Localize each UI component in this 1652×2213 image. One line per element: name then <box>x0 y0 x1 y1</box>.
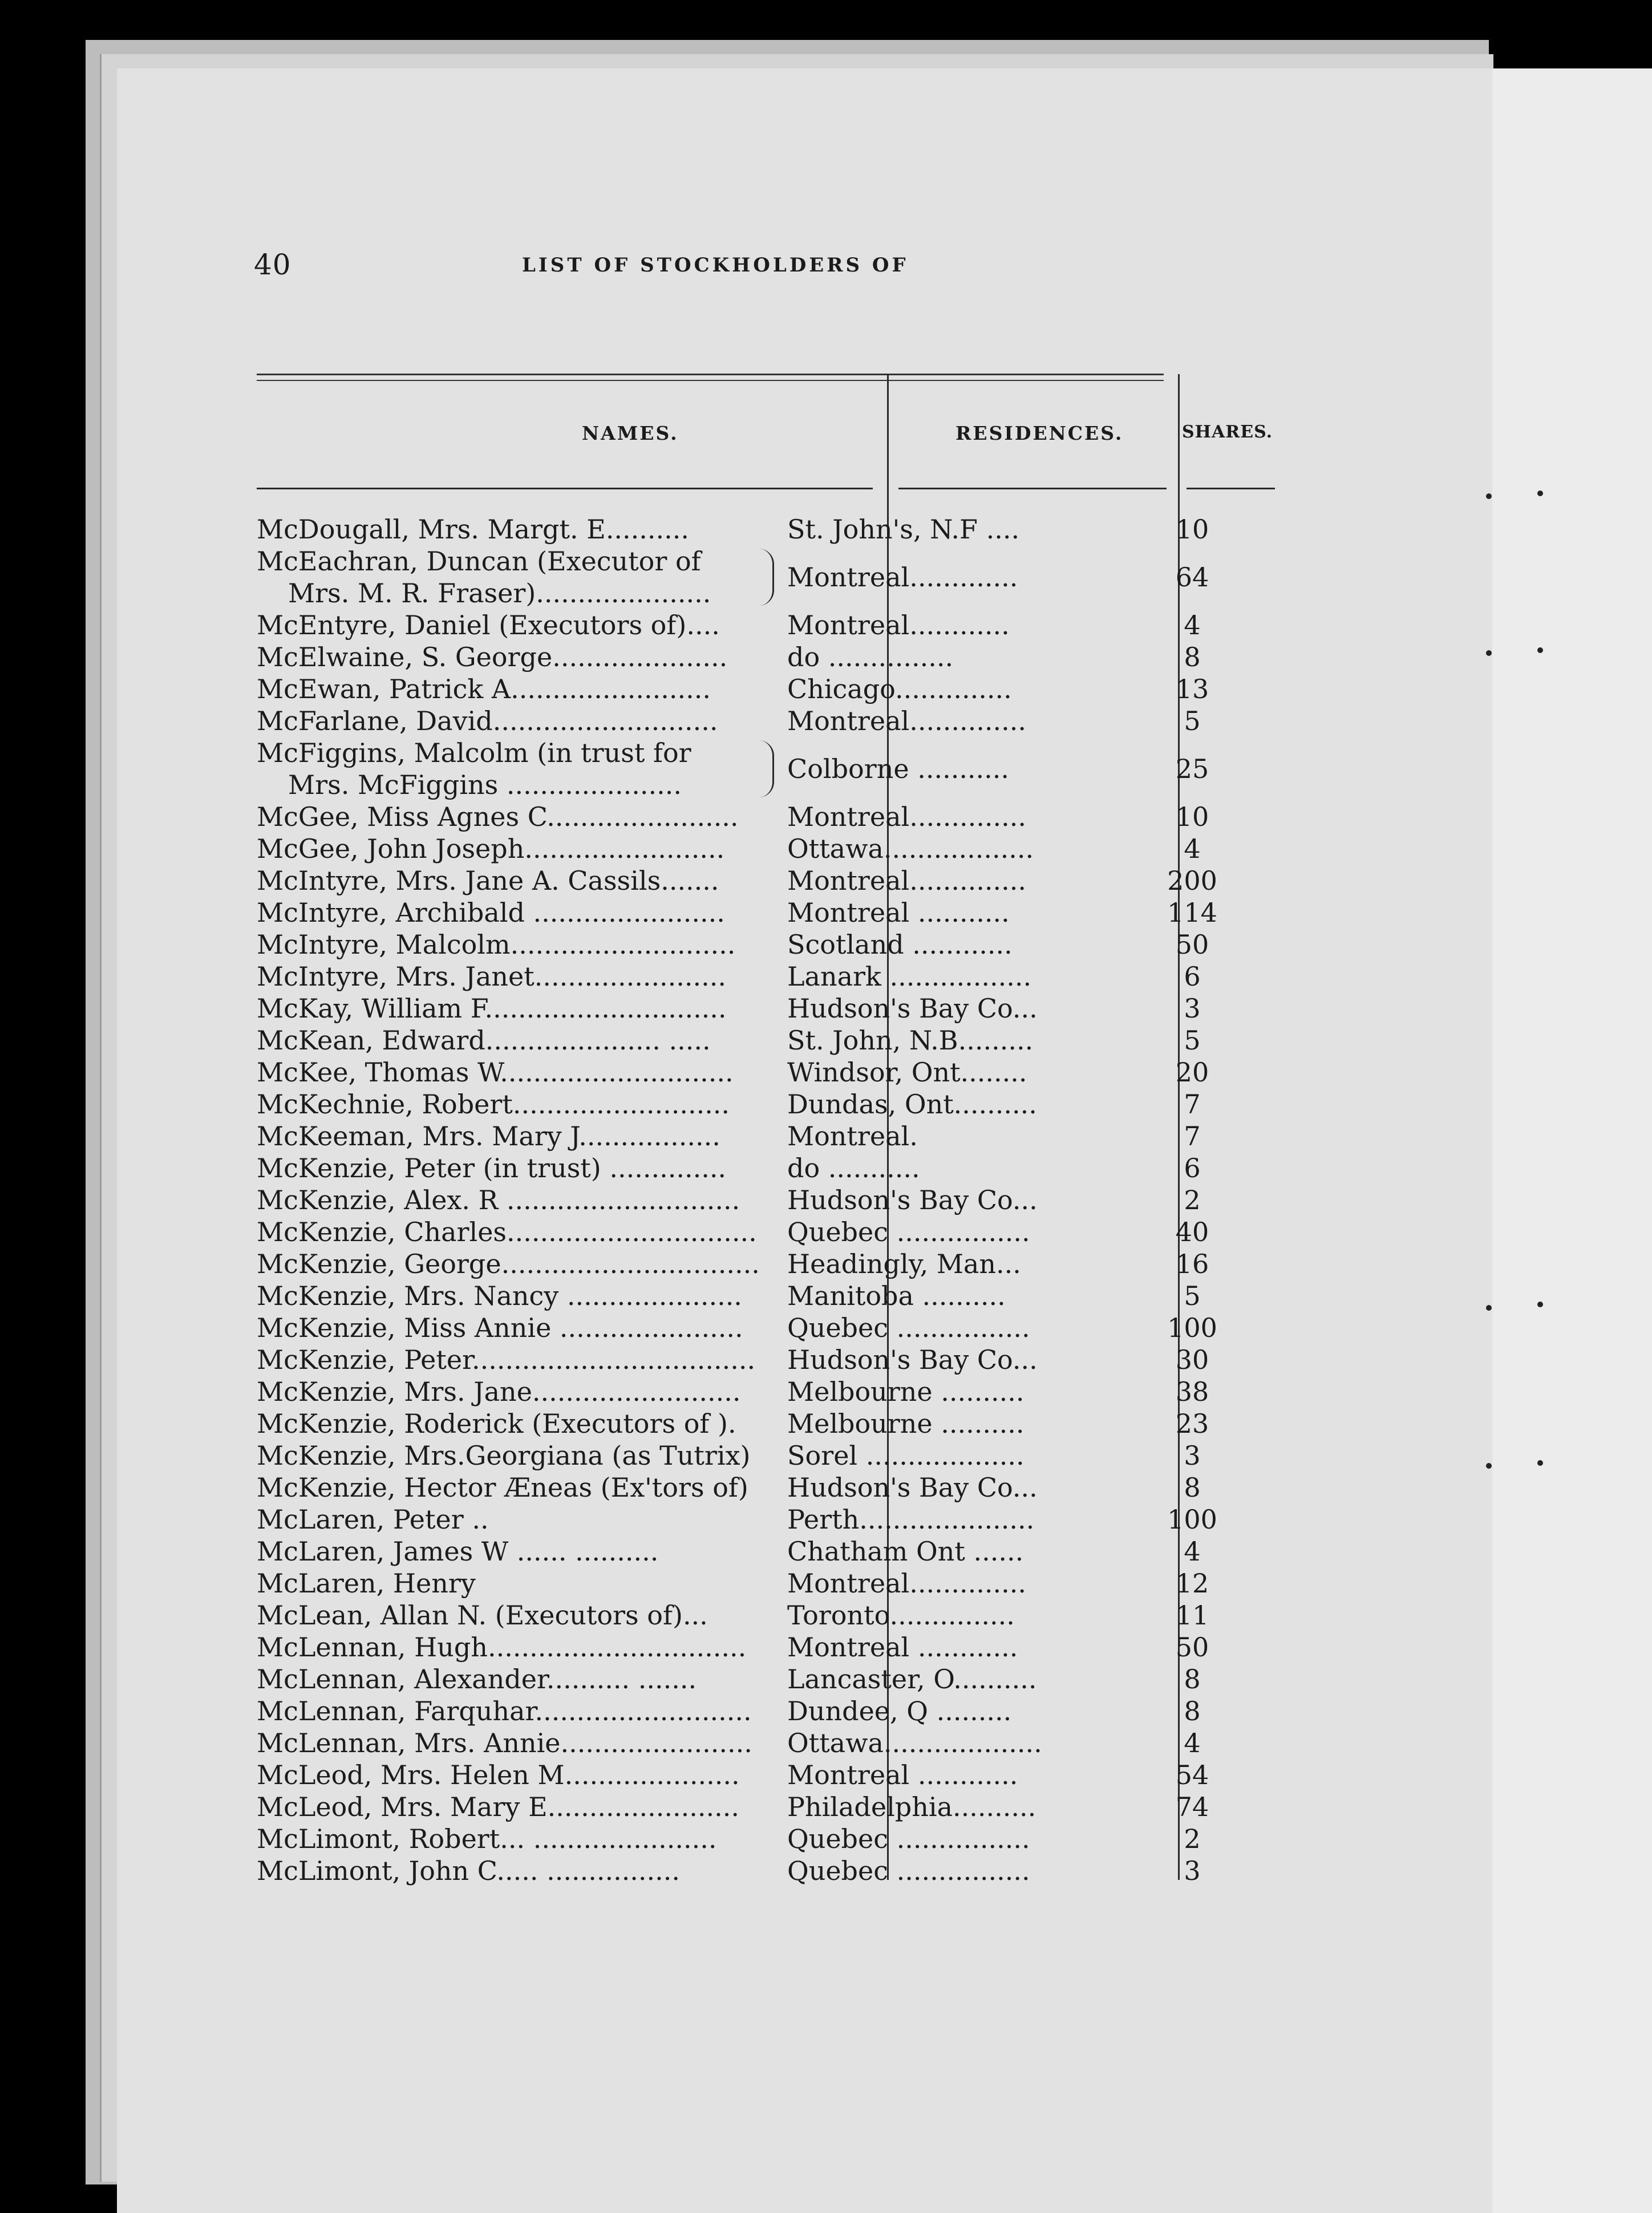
table-row <box>251 1088 1278 1120</box>
residence: Scotland ............ <box>787 929 1013 960</box>
residence: Ottawa................... <box>787 1728 1042 1758</box>
stockholder-name-line: McLaren, Peter .. <box>257 1504 489 1535</box>
table-row <box>251 1344 1278 1376</box>
table-row <box>251 545 1278 609</box>
stockholder-name-line: McKenzie, Roderick (Executors of ). <box>257 1408 736 1439</box>
stockholder-name <box>257 1472 764 1503</box>
stockholder-name <box>257 1535 764 1567</box>
stockholder-name-line: McDougall, Mrs. Margt. E.......... <box>257 514 690 545</box>
residences-underline <box>898 488 1167 489</box>
table-row <box>251 1535 1278 1567</box>
table-row <box>251 1440 1278 1472</box>
shares-count: 8 <box>1184 1472 1201 1503</box>
residence: Montreal ............ <box>787 1760 1018 1790</box>
shares-count: 25 <box>1175 753 1209 784</box>
stockholder-name <box>257 897 764 929</box>
stockholder-name-line: McEachran, Duncan (Executor of <box>257 546 701 577</box>
table-row <box>251 1503 1278 1535</box>
residence: Windsor, Ont........ <box>787 1057 1027 1088</box>
stockholder-name <box>257 609 764 641</box>
residence: Montreal............. <box>787 562 1018 593</box>
residence: Quebec ................ <box>787 1312 1030 1343</box>
stockholder-name <box>257 1120 764 1152</box>
stockholder-name-line: McIntyre, Mrs. Jane A. Cassils....... <box>257 865 719 896</box>
stockholder-name-line: McKenzie, Miss Annie ...................... <box>257 1312 743 1343</box>
page-header <box>254 237 1281 299</box>
table-row <box>251 1472 1278 1503</box>
residence: do ........... <box>787 1153 920 1183</box>
residence: St. John, N.B......... <box>787 1025 1034 1056</box>
residence: Chatham Ont ...... <box>787 1536 1024 1567</box>
stockholder-name <box>257 1408 764 1440</box>
shares-count: 16 <box>1175 1249 1209 1279</box>
shares-count: 8 <box>1184 642 1201 672</box>
stockholder-name-line: McGee, John Joseph........................ <box>257 833 725 864</box>
residence: Sorel ................... <box>787 1440 1025 1471</box>
stockholder-name <box>257 1440 764 1472</box>
stockholders-table <box>251 376 1278 1888</box>
residence: Philadelphia.......... <box>787 1792 1036 1822</box>
shares-count: 4 <box>1184 610 1201 641</box>
stockholder-name <box>257 1248 764 1280</box>
stockholder-name <box>257 1855 764 1887</box>
residence: Quebec ................ <box>787 1855 1030 1886</box>
stockholder-name <box>257 801 764 833</box>
stockholder-name-line: McGee, Miss Agnes C....................... <box>257 801 739 832</box>
residence: Montreal.............. <box>787 1568 1026 1599</box>
residence: Quebec ................ <box>787 1217 1030 1247</box>
speck <box>1486 493 1492 499</box>
residence: Melbourne .......... <box>787 1408 1025 1439</box>
shares-count: 8 <box>1184 1696 1201 1726</box>
stockholder-name-line: McKee, Thomas W............................ <box>257 1057 734 1088</box>
page-gutter <box>1492 68 1652 2213</box>
residence: Hudson's Bay Co... <box>787 993 1038 1024</box>
stockholder-name <box>257 1152 764 1184</box>
stockholder-name <box>257 1280 764 1312</box>
table-row <box>251 1855 1278 1887</box>
shares-underline <box>1187 488 1275 489</box>
stockholder-name <box>257 1759 764 1791</box>
residence: Montreal.............. <box>787 801 1026 832</box>
residence: Quebec ................ <box>787 1823 1030 1854</box>
residence: Lanark ................. <box>787 961 1032 992</box>
table-row <box>251 1056 1278 1088</box>
shares-count: 64 <box>1175 562 1209 593</box>
stockholder-name <box>257 1312 764 1344</box>
residence: Colborne ........... <box>787 753 1010 784</box>
shares-count: 100 <box>1167 1312 1217 1343</box>
shares-count: 7 <box>1184 1089 1201 1120</box>
stockholder-name-line: McLennan, Farquhar.......................... <box>257 1696 752 1726</box>
speck <box>1537 647 1543 653</box>
shares-count: 5 <box>1184 706 1201 736</box>
stockholder-name-line: McKay, William F............................. <box>257 993 727 1024</box>
residence: Manitoba .......... <box>787 1280 1006 1311</box>
header-rule <box>257 374 1164 375</box>
residence: Hudson's Bay Co... <box>787 1185 1038 1215</box>
table-row <box>251 1280 1278 1312</box>
stockholder-name-line: McKenzie, Mrs.Georgiana (as Tutrix) <box>257 1440 751 1471</box>
column-header-names: NAMES. <box>582 422 679 444</box>
table-row <box>251 737 1278 801</box>
residence: Montreal. <box>787 1121 918 1152</box>
shares-count: 6 <box>1184 1153 1201 1183</box>
residence: St. John's, N.F .... <box>787 514 1020 545</box>
shares-count: 3 <box>1184 993 1201 1024</box>
stockholder-name-line: McElwaine, S. George..................... <box>257 642 728 672</box>
shares-count: 100 <box>1167 1504 1217 1535</box>
speck <box>1537 491 1543 496</box>
stockholder-name <box>257 1695 764 1727</box>
stockholder-name <box>257 513 764 545</box>
residence: Perth..................... <box>787 1504 1035 1535</box>
stockholder-name-line: McKeeman, Mrs. Mary J................. <box>257 1121 720 1152</box>
stockholder-name-line: McKechnie, Robert.......................... <box>257 1089 730 1120</box>
table-row <box>251 1216 1278 1248</box>
stockholder-name-continuation: Mrs. McFiggins ..................... <box>288 769 682 800</box>
stockholder-name <box>257 1184 764 1216</box>
table-row <box>251 801 1278 833</box>
table-row <box>251 1567 1278 1599</box>
table-row <box>251 1631 1278 1663</box>
residence: Hudson's Bay Co... <box>787 1472 1038 1503</box>
stockholder-name-line: McLennan, Hugh............................... <box>257 1632 747 1663</box>
shares-count: 4 <box>1184 833 1201 864</box>
shares-count: 50 <box>1175 929 1209 960</box>
shares-count: 20 <box>1175 1057 1209 1088</box>
shares-count: 3 <box>1184 1855 1201 1886</box>
table-row <box>251 1024 1278 1056</box>
speck <box>1486 650 1492 656</box>
stockholder-name-line: McKenzie, Mrs. Jane......................... <box>257 1376 741 1407</box>
shares-count: 6 <box>1184 961 1201 992</box>
stockholder-name <box>257 865 764 897</box>
stockholder-name-line: McKenzie, Hector Æneas (Ex'tors of) <box>257 1472 748 1503</box>
table-row <box>251 673 1278 705</box>
residence: Lancaster, O.......... <box>787 1664 1037 1695</box>
stockholder-name-line: McKenzie, Peter (in trust) .............. <box>257 1153 727 1183</box>
shares-count: 10 <box>1175 801 1209 832</box>
stockholder-name <box>257 1727 764 1759</box>
shares-count: 2 <box>1184 1185 1201 1215</box>
table-row <box>251 960 1278 992</box>
shares-count: 30 <box>1175 1344 1209 1375</box>
table-row <box>251 929 1278 960</box>
stockholder-name-line: McLean, Allan N. (Executors of)... <box>257 1600 708 1631</box>
column-header-residences: RESIDENCES. <box>955 422 1124 444</box>
residence: Montreal ............ <box>787 1632 1018 1663</box>
residence: Montreal.............. <box>787 706 1026 736</box>
residence: Montreal ........... <box>787 897 1010 928</box>
shares-count: 74 <box>1175 1792 1209 1822</box>
shares-count: 8 <box>1184 1664 1201 1695</box>
stockholder-name <box>257 1088 764 1120</box>
shares-count: 2 <box>1184 1823 1201 1854</box>
shares-count: 23 <box>1175 1408 1209 1439</box>
table-row <box>251 1663 1278 1695</box>
stockholder-name <box>257 673 764 705</box>
stockholder-name <box>257 1376 764 1408</box>
shares-count: 11 <box>1175 1600 1209 1631</box>
stockholder-name <box>257 929 764 960</box>
column-header-shares: SHARES. <box>1182 422 1273 442</box>
stockholder-name <box>257 1631 764 1663</box>
stockholder-name <box>257 705 764 737</box>
stockholder-name <box>257 992 764 1024</box>
residence: do ............... <box>787 642 954 672</box>
table-row <box>251 1184 1278 1216</box>
table-row <box>251 1759 1278 1791</box>
stockholder-name-line: McFiggins, Malcolm (in trust for <box>257 737 691 768</box>
table-row <box>251 1312 1278 1344</box>
stockholder-name-line: McLaren, Henry <box>257 1568 476 1599</box>
stockholder-name-line: McLimont, Robert... ...................... <box>257 1823 717 1854</box>
stockholder-name-line: McKenzie, Charles.............................. <box>257 1217 757 1247</box>
table-row <box>251 1727 1278 1759</box>
shares-count: 50 <box>1175 1632 1209 1663</box>
table-row <box>251 705 1278 737</box>
table-row <box>251 1120 1278 1152</box>
table-row <box>251 1823 1278 1855</box>
stockholder-name <box>257 545 764 609</box>
stockholder-name-line: McKenzie, Mrs. Nancy ..................... <box>257 1280 742 1311</box>
stockholder-name <box>257 1216 764 1248</box>
residence: Montreal.............. <box>787 865 1026 896</box>
stockholder-name <box>257 960 764 992</box>
table-row <box>251 513 1278 545</box>
stockholder-name-line: McLennan, Alexander.......... ....... <box>257 1664 697 1695</box>
stockholder-name-line: McLeod, Mrs. Helen M..................... <box>257 1760 740 1790</box>
residence: Ottawa.................. <box>787 833 1034 864</box>
shares-count: 5 <box>1184 1025 1201 1056</box>
speck <box>1537 1302 1543 1307</box>
residence: Headingly, Man... <box>787 1249 1021 1279</box>
stockholder-name <box>257 833 764 865</box>
residence: Dundee, Q ......... <box>787 1696 1012 1726</box>
table-row <box>251 1248 1278 1280</box>
stockholder-name <box>257 1823 764 1855</box>
table-row <box>251 609 1278 641</box>
table-row <box>251 1408 1278 1440</box>
stockholder-name <box>257 1663 764 1695</box>
names-underline <box>257 488 873 489</box>
shares-count: 5 <box>1184 1280 1201 1311</box>
stockholder-name <box>257 1503 764 1535</box>
speck <box>1486 1463 1492 1469</box>
speck <box>1537 1460 1543 1466</box>
stockholder-name <box>257 1024 764 1056</box>
stockholder-name-line: McFarlane, David........................... <box>257 706 718 736</box>
stockholder-name <box>257 1567 764 1599</box>
table-row <box>251 1376 1278 1408</box>
table-row <box>251 1791 1278 1823</box>
stockholder-name-line: McKenzie, Peter.................................. <box>257 1344 756 1375</box>
residence: Montreal............ <box>787 610 1010 641</box>
page-number: 40 <box>254 248 291 281</box>
stockholder-name <box>257 641 764 673</box>
shares-count: 4 <box>1184 1536 1201 1567</box>
stockholder-name-line: McEwan, Patrick A........................ <box>257 674 711 704</box>
stockholder-name-line: McLeod, Mrs. Mary E....................... <box>257 1792 739 1822</box>
table-row <box>251 1695 1278 1727</box>
table-row <box>251 1599 1278 1631</box>
stockholder-name <box>257 1599 764 1631</box>
stockholder-name-line: McEntyre, Daniel (Executors of).... <box>257 610 720 641</box>
stockholder-name-line: McIntyre, Archibald ....................... <box>257 897 725 928</box>
residence: Hudson's Bay Co... <box>787 1344 1038 1375</box>
shares-count: 40 <box>1175 1217 1209 1247</box>
residence: Chicago.............. <box>787 674 1012 704</box>
stockholder-name <box>257 1791 764 1823</box>
stockholder-name-line: McLaren, James W ...... .......... <box>257 1536 659 1567</box>
stockholder-name-line: McLimont, John C..... ................ <box>257 1855 681 1886</box>
shares-count: 3 <box>1184 1440 1201 1471</box>
stockholder-name <box>257 1344 764 1376</box>
stockholder-name-continuation: Mrs. M. R. Fraser)..................... <box>288 578 711 609</box>
speck <box>1486 1305 1492 1311</box>
shares-count: 4 <box>1184 1728 1201 1758</box>
stockholder-name-line: McKenzie, Alex. R ............................ <box>257 1185 740 1215</box>
shares-count: 38 <box>1175 1376 1209 1407</box>
table-row <box>251 1152 1278 1184</box>
residence: Toronto............... <box>787 1600 1015 1631</box>
shares-count: 54 <box>1175 1760 1209 1790</box>
shares-count: 10 <box>1175 514 1209 545</box>
table-row <box>251 833 1278 865</box>
shares-count: 12 <box>1175 1568 1209 1599</box>
stockholder-name-line: McKean, Edward..................... ..... <box>257 1025 711 1056</box>
stockholder-name-line: McLennan, Mrs. Annie....................... <box>257 1728 752 1758</box>
residence: Dundas, Ont.......... <box>787 1089 1037 1120</box>
table-row <box>251 865 1278 897</box>
shares-count: 7 <box>1184 1121 1201 1152</box>
shares-count: 200 <box>1167 865 1217 896</box>
running-head: LIST OF STOCKHOLDERS OF <box>522 254 909 277</box>
stockholder-name-line: McKenzie, George............................... <box>257 1249 760 1279</box>
stockholder-name-line: McIntyre, Mrs. Janet....................... <box>257 961 727 992</box>
stockholder-name <box>257 1056 764 1088</box>
shares-count: 114 <box>1167 897 1217 928</box>
stockholder-name-line: McIntyre, Malcolm........................... <box>257 929 736 960</box>
shares-count: 13 <box>1175 674 1209 704</box>
table-row <box>251 992 1278 1024</box>
table-row <box>251 641 1278 673</box>
table-row <box>251 897 1278 929</box>
stockholder-name <box>257 737 764 801</box>
residence: Melbourne .......... <box>787 1376 1025 1407</box>
